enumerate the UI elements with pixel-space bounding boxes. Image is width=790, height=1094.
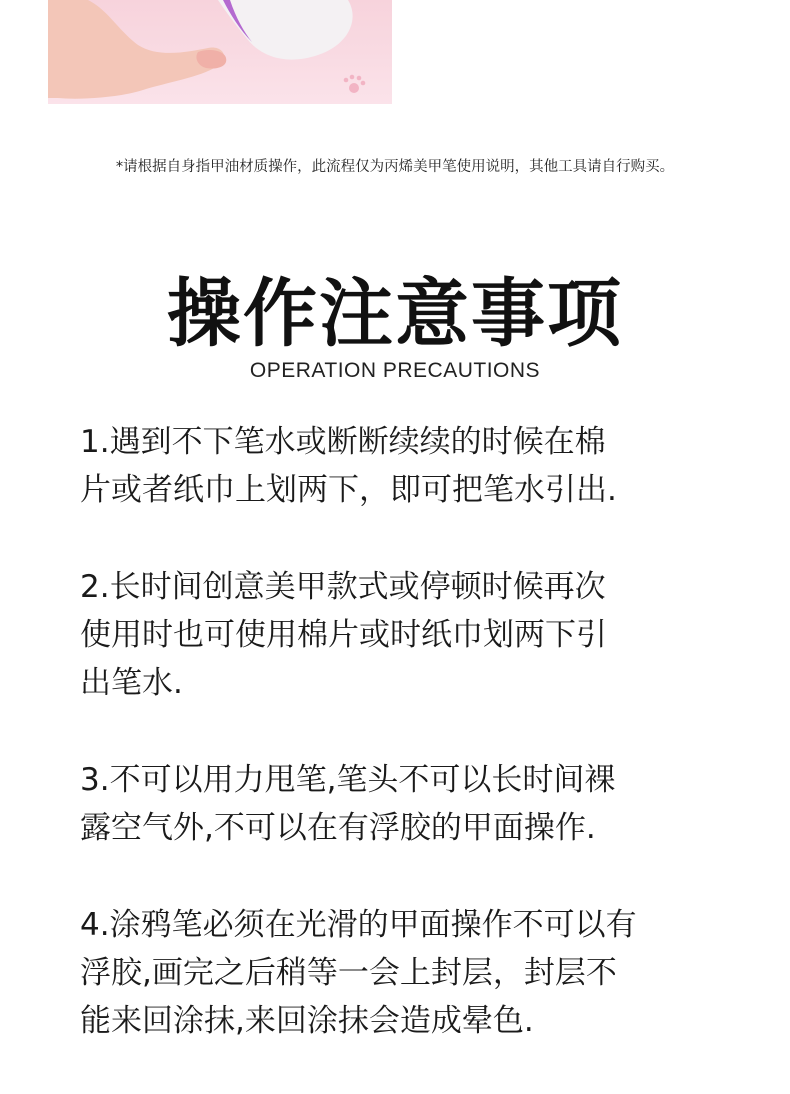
precaution-item-3: [80, 756, 740, 852]
finger-shape: [48, 0, 224, 99]
precautions-list: [80, 418, 740, 1094]
precaution-line: 露空气外,不可以在有浮胶的甲面操作.: [80, 810, 596, 846]
disclaimer-text: *请根据自身指甲油材质操作，此流程仅为丙烯美甲笔使用说明，其他工具请自行购买。: [115, 159, 675, 175]
paw-print-icon: [344, 75, 366, 93]
pen-body: [218, 0, 353, 60]
page-subtitle: OPERATION PRECAUTIONS: [249, 359, 541, 382]
product-photo: [48, 0, 392, 104]
page-title: 操作注意事项: [167, 271, 623, 357]
precaution-line: 1.遇到不下笔水或断断续续的时候在棉: [80, 424, 606, 460]
precaution-line: 2.长时间创意美甲款式或停顿时候再次: [80, 569, 606, 605]
precaution-line: 3.不可以用力甩笔,笔头不可以长时间裸: [80, 762, 616, 798]
precaution-line: 片或者纸巾上划两下，即可把笔水引出.: [80, 472, 617, 508]
precaution-line: 使用时也可使用棉片或时纸巾划两下引: [80, 617, 607, 653]
precaution-line: 出笔水.: [80, 665, 183, 701]
precaution-item-4: [80, 901, 740, 1045]
precaution-item-1: [80, 418, 740, 514]
precaution-item-2: [80, 563, 740, 707]
precaution-line: 能来回涂抹,来回涂抹会造成晕色.: [80, 1003, 534, 1039]
precaution-line: 浮胶,画完之后稍等一会上封层，封层不: [80, 955, 617, 991]
precaution-line: 4.涂鸦笔必须在光滑的甲面操作不可以有: [80, 907, 637, 943]
hand-holding-pen-illustration: [48, 0, 392, 104]
